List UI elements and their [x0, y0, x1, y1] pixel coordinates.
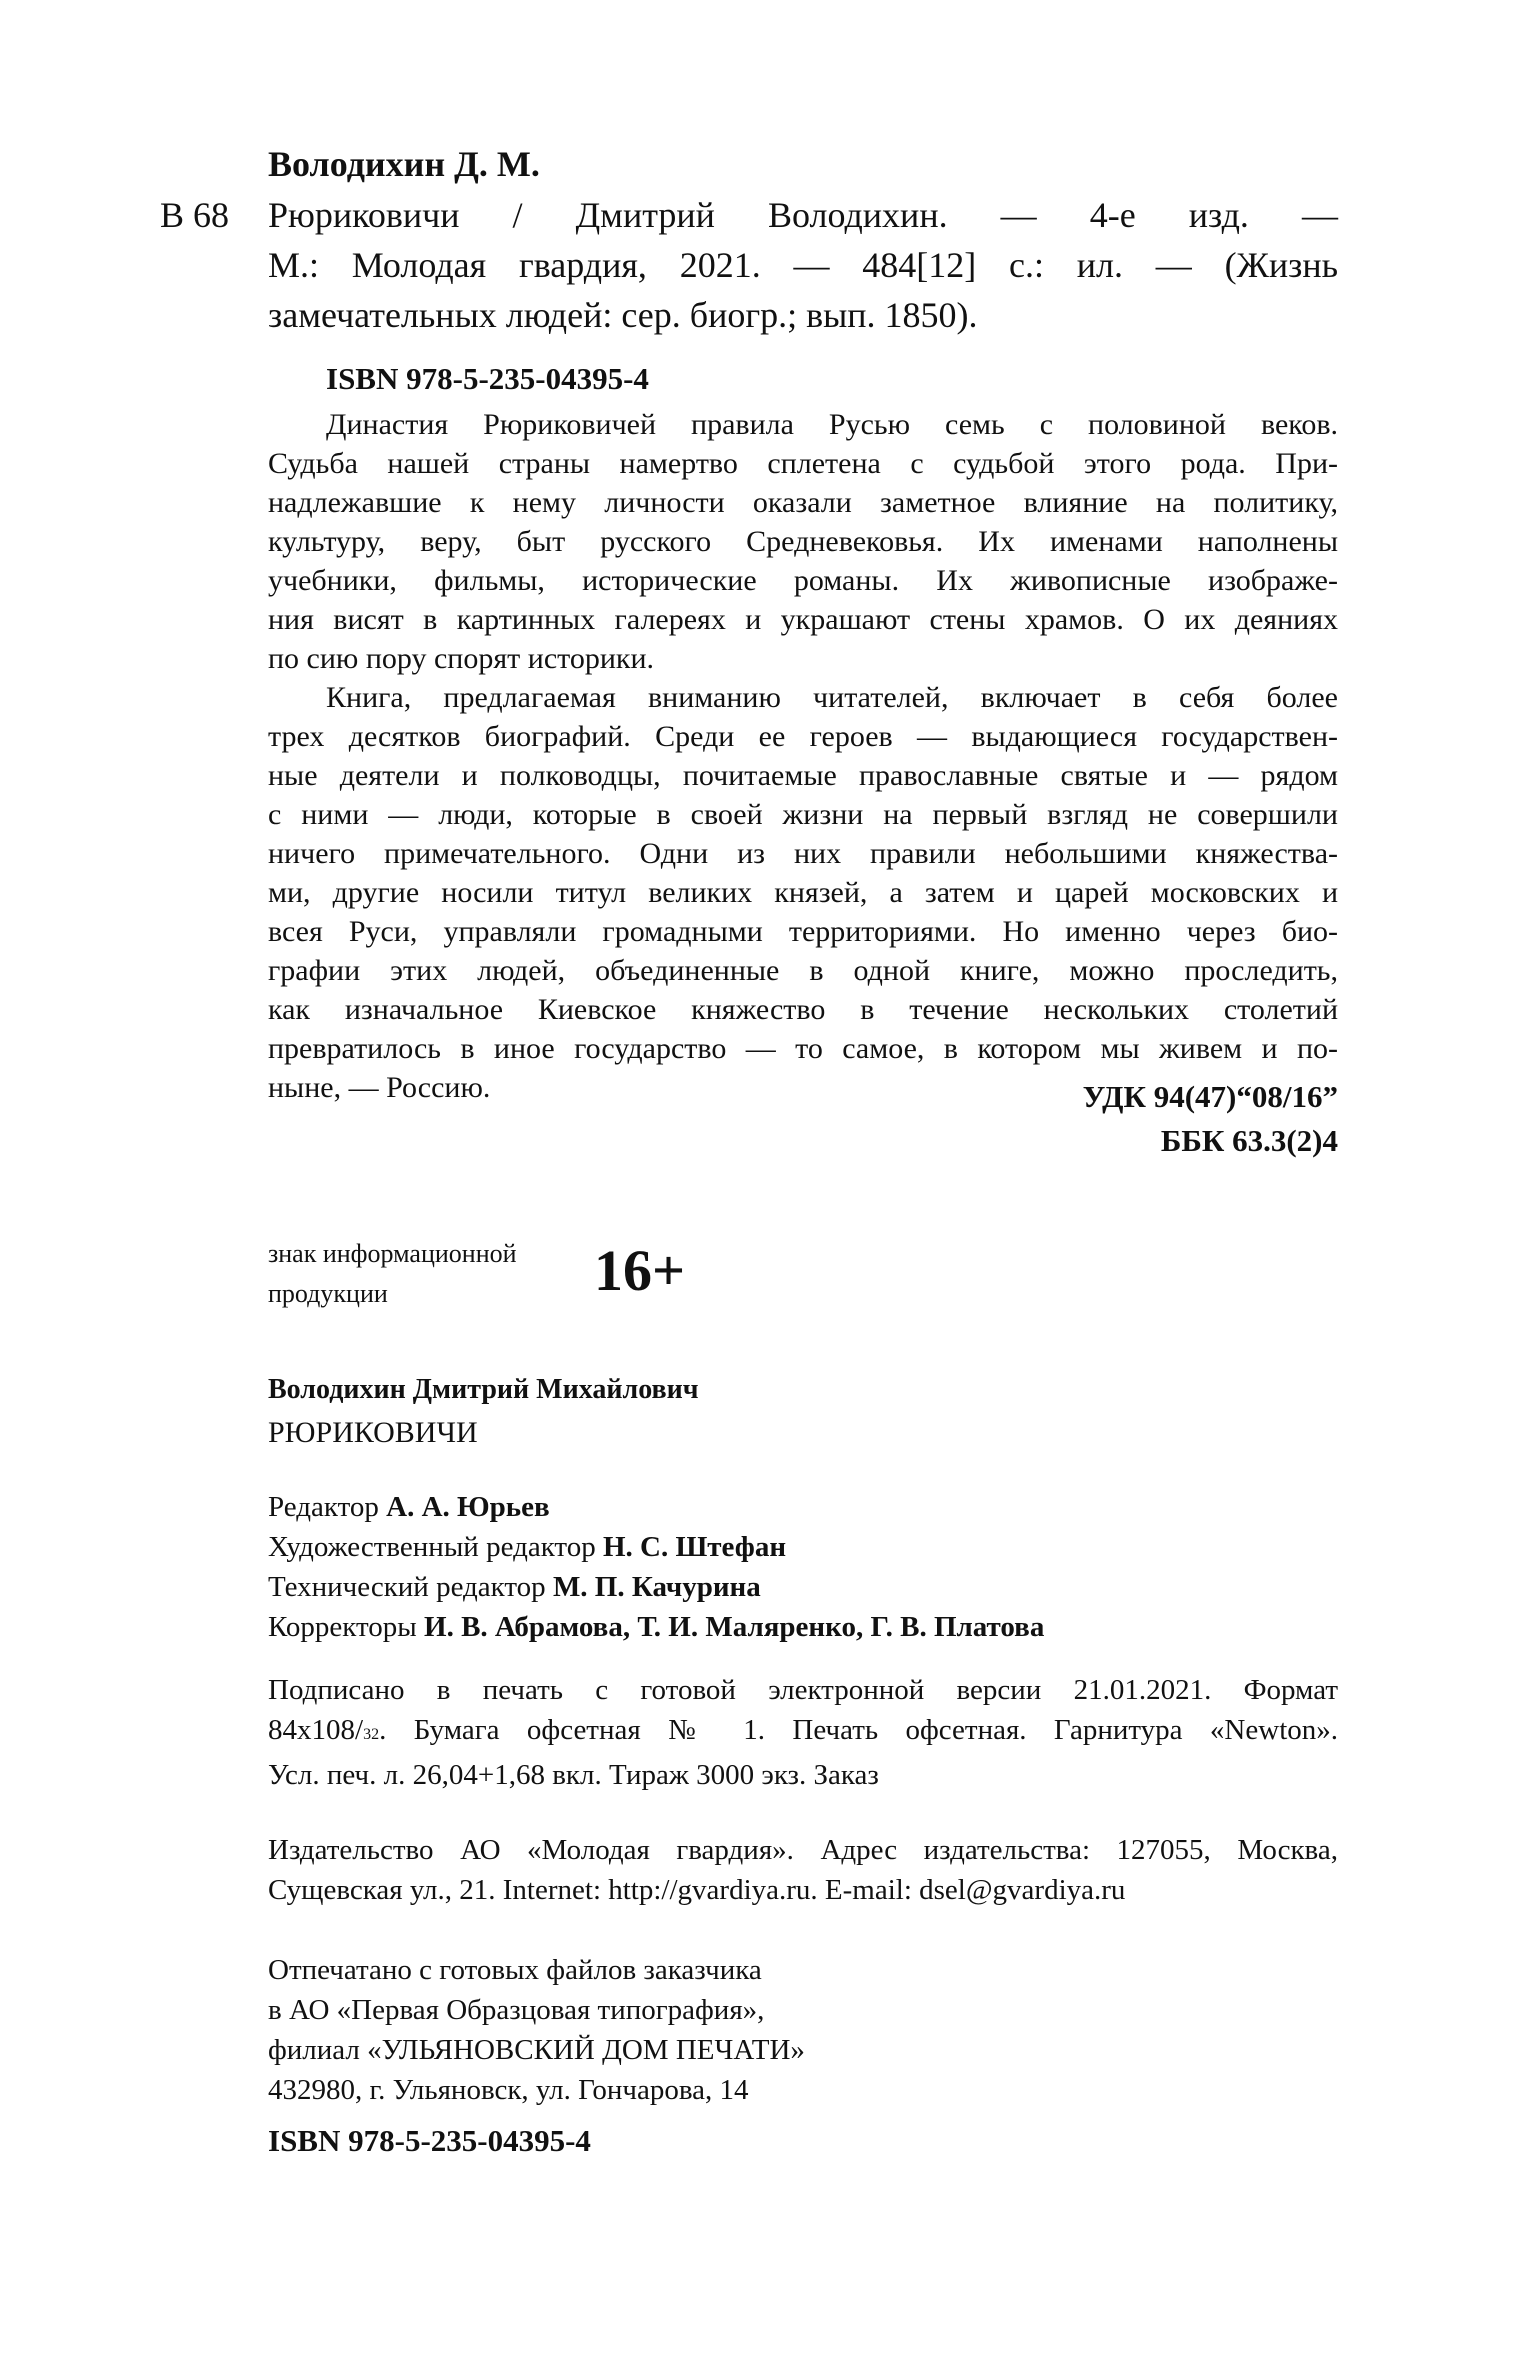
credit-role: Редактор: [268, 1491, 379, 1523]
annotation-line: с ними — люди, которые в своей жизни на первый взгляд не совершили: [268, 798, 1338, 831]
print-info-line: [268, 1710, 1338, 1755]
annotation-line: ничего примечательного. Одни из них правили небольшими княжества-: [268, 837, 1338, 870]
credit-names: И. В. Абрамова, Т. И. Маляренко, Г. В. Платова: [424, 1611, 1045, 1643]
publisher-info: [268, 1830, 1338, 1910]
biblio-line: М.: Молодая гвардия, 2021. — 484[12] с.: ил. — (Жизнь: [268, 245, 1338, 285]
credit-names: М. П. Качурина: [552, 1571, 761, 1603]
annotation-line: Династия Рюриковичей правила Русью семь с половиной веков.: [326, 408, 1338, 441]
annotation-line: культуру, веру, быт русского Средневековья. Их именами наполнены: [268, 525, 1338, 558]
annotation-line: надлежавшие к нему личности оказали заметное влияние на политику,: [268, 486, 1338, 519]
annotation-paragraph-1: [268, 405, 1338, 678]
annotation-line: ные деятели и полководцы, почитаемые православные святые и — рядом: [268, 759, 1338, 792]
biblio-line: Рюриковичи / Дмитрий Володихин. — 4-е изд. —: [268, 195, 1338, 235]
annotation-line: графии этих людей, объединенные в одной книге, можно проследить,: [268, 954, 1338, 987]
print-info-rest: . Бумага офсетная № 1. Печать офсетная. Гарнитура «Newton».: [379, 1714, 1338, 1746]
bbk-code: ББК 63.3(2)4: [1160, 1123, 1338, 1158]
annotation-line: по сию пору спорят историки.: [268, 642, 655, 675]
annotation-line: трех десятков биографий. Среди ее героев — выдающиеся государствен-: [268, 720, 1338, 753]
bibliographic-description: [268, 190, 1338, 340]
print-info-line: Усл. печ. л. 26,04+1,68 вкл. Тираж 3000 экз. Заказ: [268, 1759, 879, 1791]
age-sign-label-line: знак информационной: [268, 1239, 517, 1268]
age-sign-label: [268, 1234, 517, 1314]
author-mark-code: В 68: [160, 195, 230, 235]
credit-role: Художественный редактор: [268, 1531, 596, 1563]
annotation-line: как изначальное Киевское княжество в течение нескольких столетий: [268, 993, 1338, 1026]
credit-editor: [268, 1487, 1044, 1527]
credit-tech-editor: [268, 1567, 1044, 1607]
publisher-line: Издательство АО «Молодая гвардия». Адрес издательства: 127055, Москва,: [268, 1834, 1338, 1866]
isbn-top: ISBN 978-5-235-04395-4: [326, 361, 649, 396]
annotation-line: Книга, предлагаемая вниманию читателей, включает в себя более: [326, 681, 1338, 714]
credits-list: [268, 1487, 1044, 1647]
printer-line: филиал «УЛЬЯНОВСКИЙ ДОМ ПЕЧАТИ»: [268, 2034, 805, 2066]
classification-codes: [1083, 1075, 1338, 1163]
author-full-name: Володихин Дмитрий Михайлович: [268, 1374, 699, 1405]
annotation-line: превратилось в иное государство — то самое, в котором мы живем и по-: [268, 1032, 1338, 1065]
publisher-line: Сущевская ул., 21. Internet: http://gvardiya.ru. E-mail: dsel@gvardiya.ru: [268, 1874, 1126, 1906]
credit-role: Корректоры: [268, 1611, 417, 1643]
credit-proofreaders: [268, 1607, 1044, 1647]
printer-line: 432980, г. Ульяновск, ул. Гончарова, 14: [268, 2074, 749, 2106]
credit-names: А. А. Юрьев: [386, 1491, 550, 1523]
biblio-line: замечательных людей: сер. биогр.; вып. 1850).: [268, 295, 978, 335]
book-title: РЮРИКОВИЧИ: [268, 1416, 478, 1449]
printer-info: [268, 1950, 1338, 2110]
annotation-line: ми, другие носили титул великих князей, а затем и царей московских и: [268, 876, 1338, 909]
print-info-line: Подписано в печать с готовой электронной версии 21.01.2021. Формат: [268, 1674, 1338, 1706]
isbn-bottom: ISBN 978-5-235-04395-4: [268, 2123, 591, 2158]
format-main: 84x108/: [268, 1714, 364, 1746]
age-rating: 16+: [594, 1238, 686, 1303]
format-sub: 32: [363, 1726, 380, 1743]
print-info: [268, 1670, 1338, 1795]
annotation: [268, 405, 1338, 1107]
udk-code: УДК 94(47)“08/16”: [1082, 1079, 1338, 1114]
age-sign-label-line: продукции: [268, 1279, 388, 1308]
annotation-line: учебники, фильмы, исторические романы. Их живописные изображе-: [268, 564, 1338, 597]
printer-line: Отпечатано с готовых файлов заказчика: [268, 1954, 762, 1986]
credit-names: Н. С. Штефан: [602, 1531, 787, 1563]
printer-line: в АО «Первая Образцовая типография»,: [268, 1994, 765, 2026]
annotation-line: Судьба нашей страны намертво сплетена с судьбой этого рода. При-: [268, 447, 1338, 480]
annotation-paragraph-2: [268, 678, 1338, 1107]
annotation-line: ния висят в картинных галереях и украшают стены храмов. О их деяниях: [268, 603, 1338, 636]
credit-role: Технический редактор: [268, 1571, 546, 1603]
credit-art-editor: [268, 1527, 1044, 1567]
annotation-line: всея Руси, управляли громадными территориями. Но именно через био-: [268, 915, 1338, 948]
author-heading: Володихин Д. М.: [268, 144, 540, 184]
annotation-line: ныне, — Россию.: [268, 1071, 491, 1104]
